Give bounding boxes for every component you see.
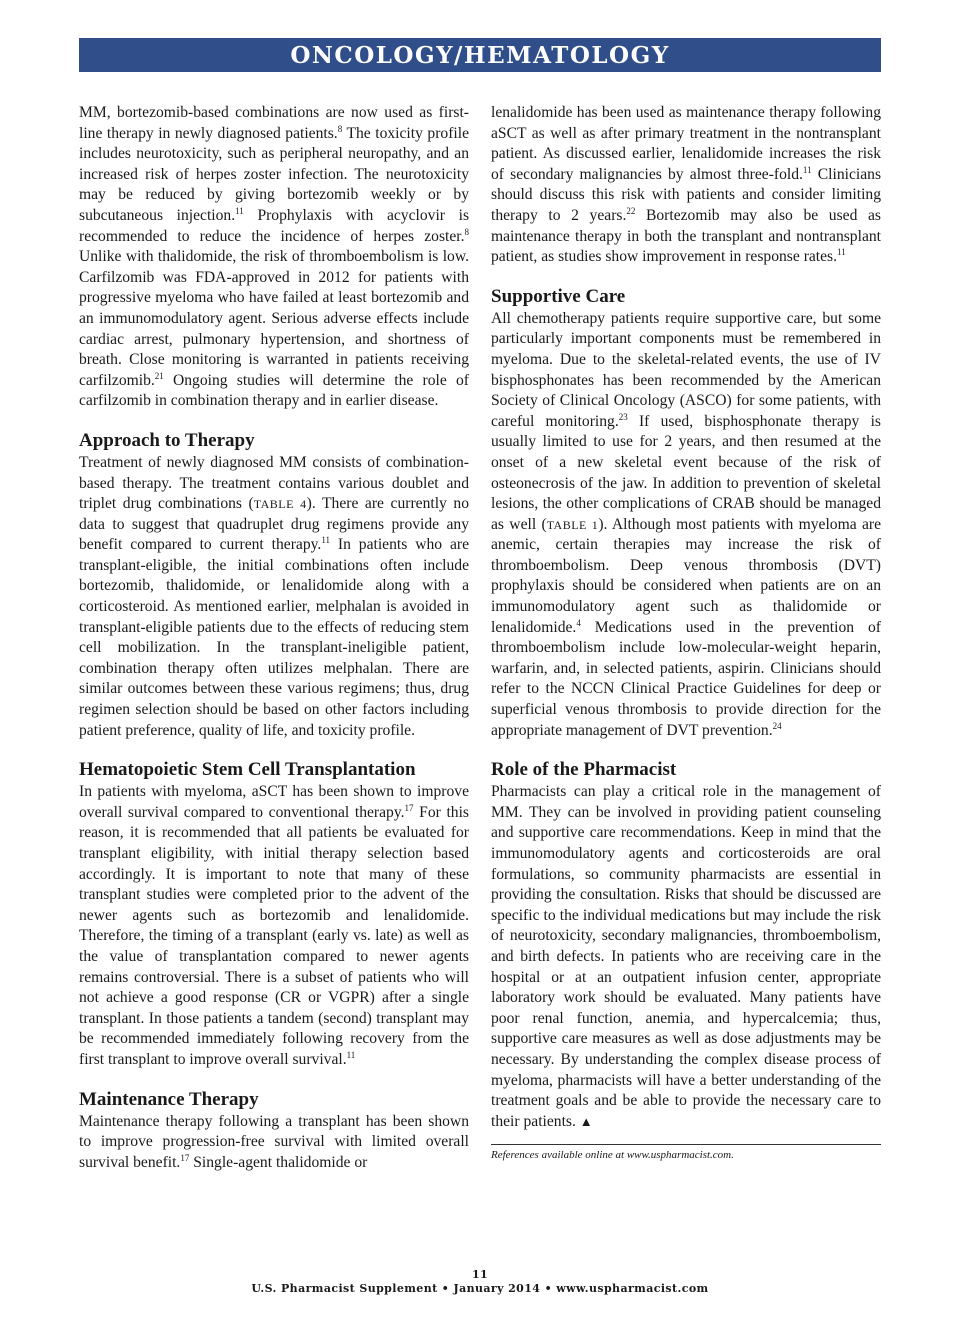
- references-note: References available online at www.uspharmacist.com.: [491, 1144, 881, 1162]
- end-of-article-icon: ▲: [579, 1113, 593, 1129]
- table-reference: TABLE 1: [546, 517, 599, 532]
- paragraph: Treatment of newly diagnosed MM consists of combination-based therapy. The treatment contains various doublet and triplet drug combinations (TABLE 4). There are currently no data to suggest that quadruplet drug regimens provide any benefit compared to current therapy.$^{11}$ In patients who are transplant-eligible, the initial combinations often include bortezomib, thalidomide, or lenalidomide along with a corticosteroid. As mentioned earlier, melphalan is avoided in transplant-eligible patients due to the effects of reducing stem cell mobilization. In the transplant-ineligible patient, combination therapy often utilizes melphalan. There are similar outcomes between these various regimens; thus, drug regimen selection should be based on other factors including patient preference, quality of life, and toxicity profile.: [79, 453, 469, 739]
- paragraph: Pharmacists can play a critical role in the management of MM. They can be involved in providing patient counseling and supportive care recommendations. Keep in mind that the immunomodulatory agents and corticosteroids are oral formulations, so community pharmacists are essential in providing the consultation. Risks that should be discussed are specific to the individual medications but may include the risk of neurotoxicity, secondary malignancies, thromboembolism, and birth defects. In patients who are receiving care in the hospital or at an outpatient infusion center, appropriate laboratory work should be evaluated. Many patients have poor renal function, anemia, and hypercalcemia; thus, supportive care measures as well as dose adjustments may be necessary. By understanding the complex disease process of myeloma, pharmacists will have a better understanding of the treatment goals and be able to provide the necessary care to their patients. ▲: [491, 783, 881, 1130]
- heading-stem-cell-transplantation: Hematopoietic Stem Cell Transplantation: [79, 759, 416, 781]
- table-reference: TABLE 4: [253, 497, 307, 512]
- page-footer: [79, 1268, 881, 1296]
- paragraph: Maintenance therapy following a transplant has been shown to improve progression-free survival with limited overall survival benefit.$^{17}$ Single-agent thalidomide or: [79, 1112, 469, 1171]
- paragraph: lenalidomide has been used as maintenance therapy following aSCT as well as after primary treatment in the nontransplant patient. As discussed earlier, lenalidomide increases the risk of secondary malignancies by almost three-fold.$^{11}$ Clinicians should discuss this risk with patients and consider limiting therapy to 2 years.$^{22}$ Bortezomib may also be used as maintenance therapy in both the transplant and nontransplant patient, as studies show improvement in response rates.$^{11}$: [491, 104, 882, 266]
- page-number: 11: [471, 1268, 489, 1281]
- heading-maintenance-therapy: Maintenance Therapy: [79, 1088, 259, 1110]
- paragraph: All chemotherapy patients require supportive care, but some particularly important components must be remembered in myeloma. Due to the skeletal-related events, the use of IV bisphosphonates has been recommended by the American Society of Clinical Oncology (ASCO) for some patients, with careful monitoring.$^{23}$ If used, bisphosphonate therapy is usually limited to use for 2 years, and then resumed at the onset of a new skeletal event because of the risk of osteonecrosis of the jaw. In addition to prevention of skeletal lesions, the other complications of CRAB should be managed as well (TABLE 1). Although most patients with myeloma are anemic, certain therapies may increase the risk of thromboembolism. Deep venous thrombosis (DVT) prophylaxis should be considered when patients are on an immunomodulatory agent such as thalidomide or lenalidomide.$^4$ Medications used in the prevention of thromboembolism include low-molecular-weight heparin, warfarin, and, in selected patients, aspirin. Clinicians should refer to the NCCN Clinical Practice Guidelines for deep or superficial venous thrombosis to provide direction for the appropriate management of DVT prevention.$^{24}$: [491, 309, 882, 739]
- right-column: [491, 103, 881, 1162]
- paragraph: MM, bortezomib-based combinations are now used as first-line therapy in newly diagnosed patients.$^8$ The toxicity profile includes neurotoxicity, such as peripheral neuropathy, and an increased risk of herpes zoster infection. The neurotoxicity may be reduced by giving bortezomib weekly or by subcutaneous injection.$^{11}$ Prophylaxis with acyclovir is recommended to reduce the incidence of herpes zoster.$^8$ Unlike with thalidomide, the risk of thromboembolism is low. Carfilzomib was FDA-approved in 2012 for patients with progressive myeloma who have failed at least bortezomib and an immunomodulatory agent. Serious adverse effects include cardiac arrest, pulmonary hypertension, and shortness of breath. Close monitoring is warranted in patients receiving carfilzomib.$^{21}$ Ongoing studies will determine the role of carfilzomib in combination therapy and in earlier disease.: [79, 104, 470, 410]
- left-column: [79, 103, 469, 1191]
- heading-approach-to-therapy: Approach to Therapy: [79, 429, 255, 451]
- heading-role-of-pharmacist: Role of the Pharmacist: [491, 759, 677, 781]
- footer-publication-line: U.S. Pharmacist Supplement • January 2014 • www.uspharmacist.com: [251, 1282, 709, 1295]
- section-banner: ONCOLOGY/HEMATOLOGY: [79, 38, 881, 72]
- heading-supportive-care: Supportive Care: [491, 285, 626, 307]
- paragraph: In patients with myeloma, aSCT has been shown to improve overall survival compared to conventional therapy.$^{17}$ For this reason, it is recommended that all patients be evaluated for transplant eligibility, with initial therapy selection based accordingly. It is important to note that many of these transplant studies were completed prior to the advent of the newer agents such as bortezomib and lenalidomide. Therefore, the timing of a transplant (early vs. late) as well as the value of transplantation compared to newer agents remains controversial. There is a subset of patients who will not achieve a good response (CR or VGPR) after a single transplant. In those patients a tandem (second) transplant may be recommended immediately following recovery from the first transplant to improve overall survival.$^{11}$: [79, 783, 469, 1068]
